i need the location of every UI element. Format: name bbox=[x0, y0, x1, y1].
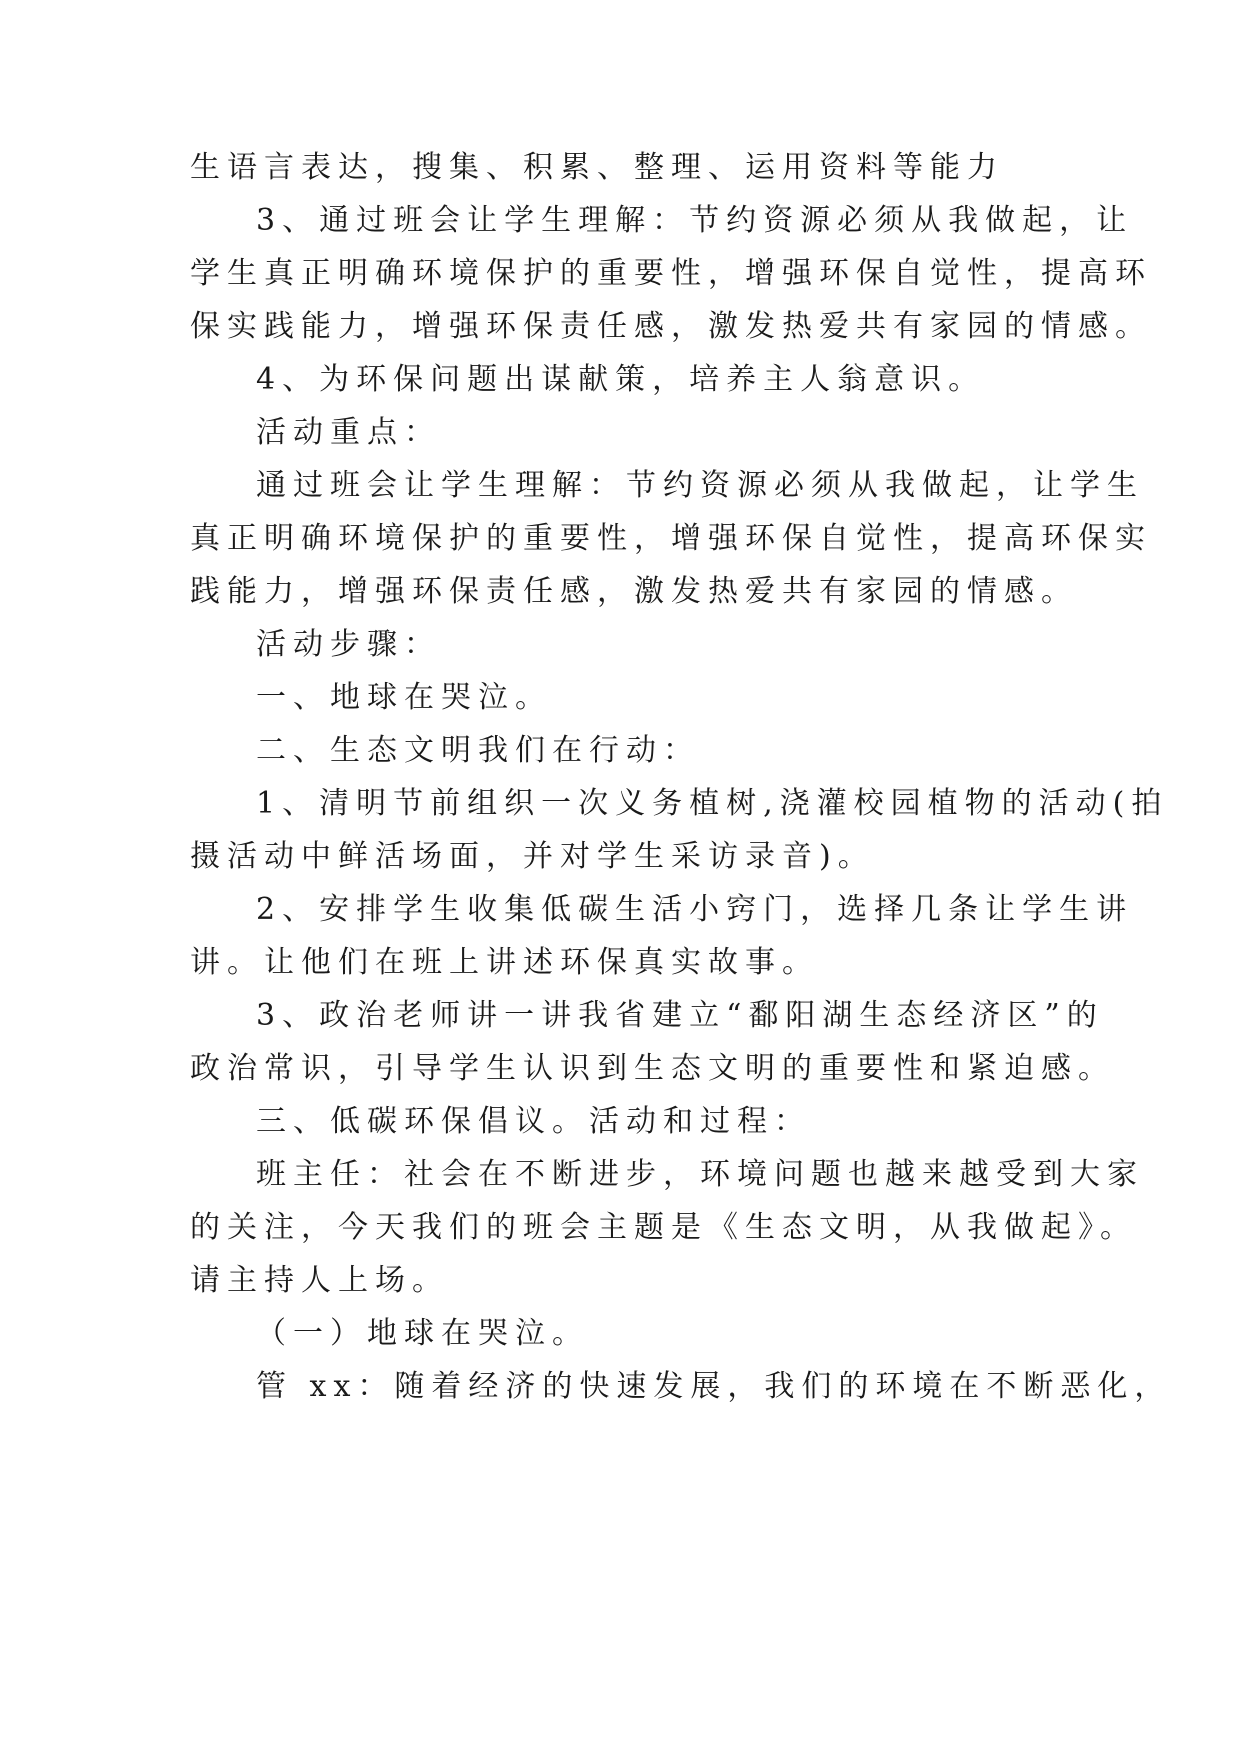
section-heading: 活动步骤： bbox=[256, 627, 441, 662]
text-line: 2、安排学生收集低碳生活小窍门，选择几条让学生讲 bbox=[256, 892, 1134, 927]
text-line: 二、生态文明我们在行动： bbox=[256, 733, 700, 768]
text-line: 1、清明节前组织一次义务植树,浇灌校园植物的活动(拍 bbox=[256, 786, 1169, 821]
text-line: （一）地球在哭泣。 bbox=[256, 1316, 589, 1351]
text-line: 4、为环保问题出谋献策，培养主人翁意识。 bbox=[256, 362, 986, 397]
section-heading: 活动重点： bbox=[256, 415, 441, 450]
text-line: 班主任：社会在不断进步，环境问题也越来越受到大家 bbox=[256, 1157, 1144, 1192]
text-line: 生语言表达，搜集、积累、整理、运用资料等能力 bbox=[190, 150, 1004, 185]
text-line: 3、政治老师讲一讲我省建立“鄱阳湖生态经济区”的 bbox=[256, 998, 1104, 1033]
text-line: 通过班会让学生理解：节约资源必须从我做起，让学生 bbox=[256, 468, 1144, 503]
text-line: 一、地球在哭泣。 bbox=[256, 680, 552, 715]
text-line: 真正明确环境保护的重要性，增强环保自觉性，提高环保实 bbox=[190, 521, 1152, 556]
text-line: 学生真正明确环境保护的重要性，增强环保自觉性，提高环 bbox=[190, 256, 1152, 291]
text-line: 摄活动中鲜活场面，并对学生采访录音)。 bbox=[190, 839, 875, 874]
text-line: 3、通过班会让学生理解：节约资源必须从我做起，让 bbox=[256, 203, 1134, 238]
text-line: 请主持人上场。 bbox=[190, 1263, 449, 1298]
text-line: 管 xx：随着经济的快速发展，我们的环境在不断恶化， bbox=[256, 1369, 1172, 1404]
text-line: 三、低碳环保倡议。活动和过程： bbox=[256, 1104, 811, 1139]
text-line: 的关注，今天我们的班会主题是《生态文明，从我做起》。 bbox=[190, 1210, 1137, 1245]
text-line: 政治常识，引导学生认识到生态文明的重要性和紧迫感。 bbox=[190, 1051, 1115, 1086]
text-line: 讲。让他们在班上讲述环保真实故事。 bbox=[190, 945, 819, 980]
text-line: 保实践能力，增强环保责任感，激发热爱共有家园的情感。 bbox=[190, 309, 1152, 344]
text-line: 践能力，增强环保责任感，激发热爱共有家园的情感。 bbox=[190, 574, 1078, 609]
